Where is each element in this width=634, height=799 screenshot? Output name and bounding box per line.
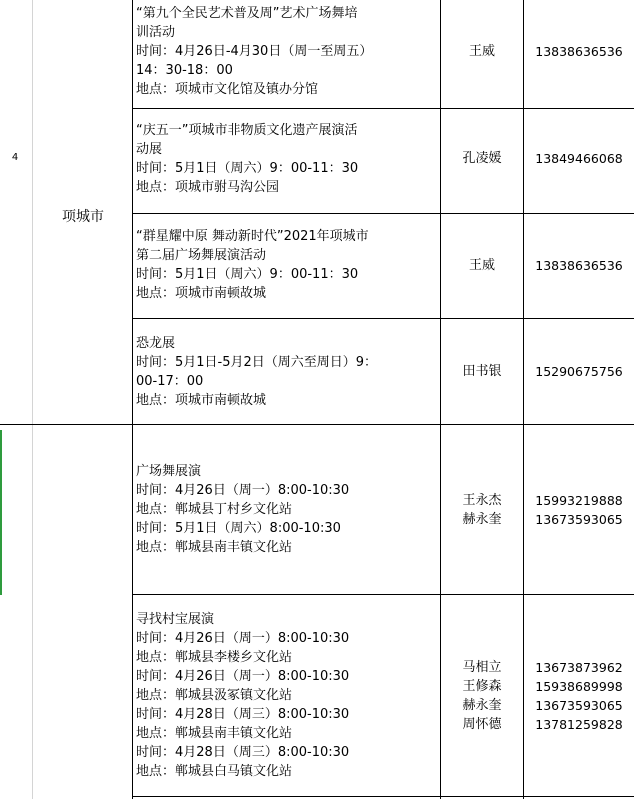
- group-number: 4: [11, 152, 19, 163]
- person-name: 王修森: [462, 679, 502, 694]
- contact-person: [441, 658, 523, 734]
- content-line: 时间：4月26日（周一）8:00-10:30: [136, 483, 350, 498]
- contact-phone: [524, 149, 634, 168]
- grid-line: [132, 0, 133, 799]
- person-name: 孔凌媛: [462, 151, 502, 166]
- contact-phone: [524, 658, 634, 734]
- content-line: 第二届广场舞展演活动: [136, 248, 267, 263]
- content-line: 地点：郸城县白马镇文化站: [136, 764, 293, 779]
- content-line: 训活动: [136, 25, 176, 40]
- grid-line: [132, 318, 634, 319]
- content-line: 时间：5月1日（周六）9：00-11：30: [136, 267, 359, 282]
- phone-number: 13849466068: [535, 151, 623, 166]
- activity-content: [136, 4, 438, 99]
- contact-person: [441, 362, 523, 381]
- grid-line: [32, 0, 33, 799]
- content-line: 广场舞展演: [136, 464, 202, 479]
- content-line: 00-17：00: [136, 374, 204, 389]
- person-name: 王威: [468, 258, 495, 273]
- content-line: “群星耀中原 舞动新时代”2021年项城市: [136, 229, 369, 244]
- content-line: “庆五一”项城市非物质文化遗产展演活: [136, 123, 358, 138]
- grid-line: [132, 594, 634, 595]
- content-line: 14：30-18：00: [136, 63, 233, 78]
- phone-number: 15938689998: [535, 679, 623, 694]
- phone-number: 13781259828: [535, 717, 623, 732]
- person-name: 王永杰: [462, 493, 502, 508]
- grid-line: [132, 213, 634, 214]
- activity-content: [136, 227, 438, 303]
- selection-marker: [0, 430, 2, 595]
- content-line: 时间：4月26日（周一）8:00-10:30: [136, 631, 350, 646]
- content-line: 地点：郸城县南丰镇文化站: [136, 726, 293, 741]
- content-line: 时间：5月1日（周六）8:00-10:30: [136, 521, 341, 536]
- city-name: 项城市: [62, 209, 104, 225]
- contact-person: [441, 256, 523, 275]
- grid-line: [0, 424, 634, 425]
- content-line: 时间：4月26日（周一）8:00-10:30: [136, 669, 350, 684]
- content-line: “第九个全民艺术普及周”艺术广场舞培: [136, 6, 358, 21]
- content-line: 时间：5月1日（周六）9：00-11：30: [136, 161, 359, 176]
- content-line: 地点：项城市南顿故城: [136, 393, 267, 408]
- phone-number: 13838636536: [535, 44, 623, 59]
- activity-content: [136, 121, 438, 197]
- contact-person: [441, 149, 523, 168]
- content-line: 地点：郸城县李楼乡文化站: [136, 650, 293, 665]
- phone-number: 13838636536: [535, 258, 623, 273]
- content-line: 地点：郸城县南丰镇文化站: [136, 540, 293, 555]
- content-line: 时间：5月1日-5月2日（周六至周日）9：: [136, 355, 378, 370]
- person-name: 赫永奎: [462, 512, 502, 527]
- phone-number: 15290675756: [535, 364, 623, 379]
- contact-phone: [524, 491, 634, 529]
- grid-line: [132, 796, 634, 797]
- content-line: 地点：郸城县汲冢镇文化站: [136, 688, 293, 703]
- phone-number: 13673593065: [535, 512, 623, 527]
- content-line: 动展: [136, 142, 163, 157]
- content-line: 时间：4月26日-4月30日（周一至周五）: [136, 44, 373, 59]
- person-name: 王威: [468, 44, 495, 59]
- phone-number: 13673873962: [535, 660, 623, 675]
- contact-person: [441, 491, 523, 529]
- content-line: 地点：郸城县丁村乡文化站: [136, 502, 293, 517]
- contact-phone: [524, 256, 634, 275]
- person-name: 周怀德: [462, 717, 502, 732]
- content-line: 恐龙展: [136, 336, 176, 351]
- grid-line: [132, 108, 634, 109]
- content-line: 时间：4月28日（周三）8:00-10:30: [136, 707, 350, 722]
- phone-number: 15993219888: [535, 493, 623, 508]
- activity-content: [136, 610, 438, 781]
- content-line: 地点：项城市文化馆及镇办分馆: [136, 82, 319, 97]
- content-line: 地点：项城市驸马沟公园: [136, 180, 280, 195]
- activity-content: [136, 334, 438, 410]
- person-name: 田书银: [462, 364, 502, 379]
- person-name: 马相立: [462, 660, 502, 675]
- activity-content: [136, 462, 438, 557]
- content-line: 地点：项城市南顿故城: [136, 286, 267, 301]
- contact-phone: [524, 362, 634, 381]
- contact-phone: [524, 42, 634, 61]
- contact-person: [441, 42, 523, 61]
- phone-number: 13673593065: [535, 698, 623, 713]
- content-line: 时间：4月28日（周三）8:00-10:30: [136, 745, 350, 760]
- person-name: 赫永奎: [462, 698, 502, 713]
- content-line: 寻找村宝展演: [136, 612, 215, 627]
